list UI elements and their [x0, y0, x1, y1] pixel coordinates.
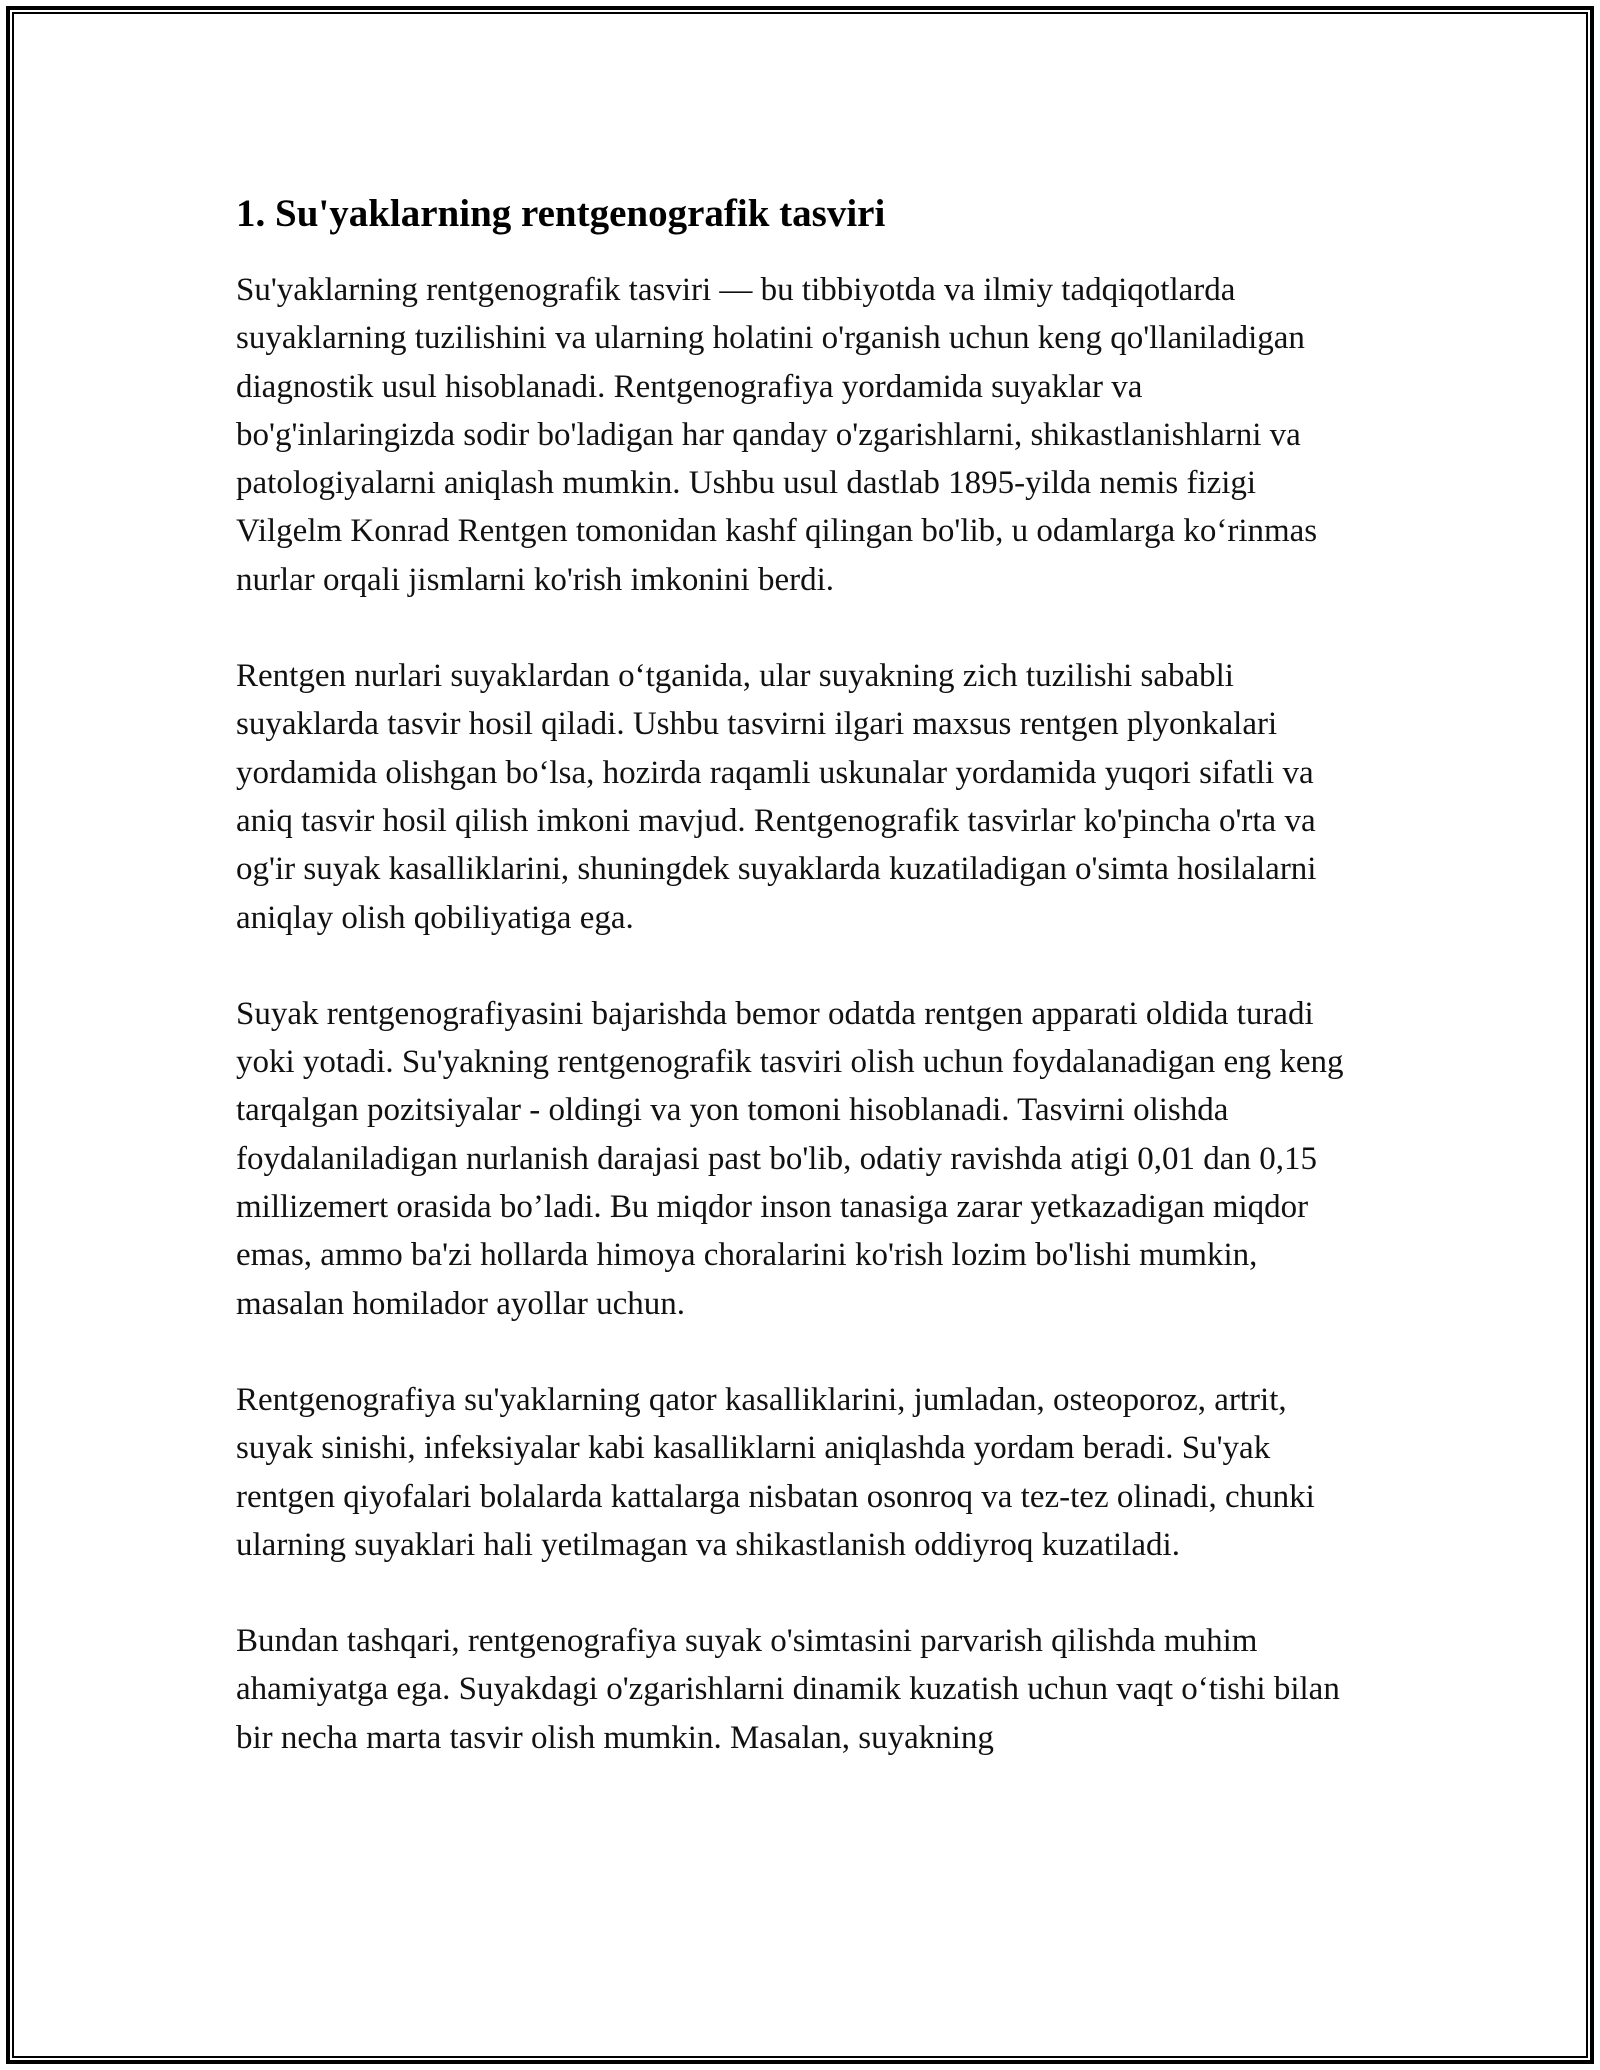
- paragraph-4: Rentgenografiya su'yaklarning qator kasalliklarini, jumladan, osteoporoz, artrit, suyak sinishi, infeksiyalar kabi kasalliklarni aniqlashda yordam beradi. Su'yak rentgen qiyofalari bolalarda kattalarga nisbatan osonroq va tez-tez olinadi, chunki ularning suyaklari hali yetilmagan va shikastlanish oddiyroq kuzatiladi.: [236, 1381, 1315, 1563]
- paragraph-3: Suyak rentgenografiyasini bajarishda bemor odatda rentgen apparati oldida turadi yoki yotadi. Su'yakning rentgenografik tasviri olish uchun foydalanadigan eng keng tarqalgan pozitsiyalar - oldingi va yon tomoni hisoblanadi. Tasvirni olishda foydalaniladigan nurlanish darajasi past bo'lib, odatiy ravishda atigi 0,01 dan 0,15 millizemert orasida bo’ladi. Bu miqdor inson tanasiga zarar yetkazadigan miqdor emas, ammo ba'zi hollarda himoya choralarini ko'rish lozim bo'lishi mumkin, masalan homilador ayollar uchun.: [236, 995, 1344, 1322]
- paragraph-2: Rentgen nurlari suyaklardan o‘tganida, ular suyakning zich tuzilishi sababli suyaklarda tasvir hosil qiladi. Ushbu tasvirni ilgari maxsus rentgen plyonkalari yordamida olishgan bo‘lsa, hozirda raqamli uskunalar yordamida yuqori sifatli va aniq tasvir hosil qilish imkoni mavjud. Rentgenografik tasvirlar ko'pincha o'rta va og'ir suyak kasalliklarini, shuningdek suyaklarda kuzatiladigan o'simta hosilalarni aniqlay olish qobiliyatiga ega.: [236, 658, 1317, 936]
- document-body: [236, 186, 1366, 1810]
- paragraph-5: Bundan tashqari, rentgenografiya suyak o'simtasini parvarish qilishda muhim ahamiyatga ega. Suyakdagi o'zgarishlarni dinamik kuzatish uchun vaqt o‘tishi bilan bir necha marta tasvir olish mumkin. Masalan, suyakning: [236, 1623, 1340, 1756]
- paragraph-1: Su'yaklarning rentgenografik tasviri — bu tibbiyotda va ilmiy tadqiqotlarda suyaklarning tuzilishini va ularning holatini o'rganish uchun keng qo'llaniladigan diagnostik usul hisoblanadi. Rentgenografiya yordamida suyaklar va bo'g'inlaringizda sodir bo'ladigan har qanday o'zgarishlarni, shikastlanishlarni va patologiyalarni aniqlash mumkin. Ushbu usul dastlab 1895-yilda nemis fizigi Vilgelm Konrad Rentgen tomonidan kashf qilingan bo'lib, u odamlarga ko‘rinmas nurlar orqali jismlarni ko'rish imkonini berdi.: [236, 272, 1318, 598]
- section-heading: 1. Su'yaklarning rentgenografik tasviri: [236, 192, 886, 235]
